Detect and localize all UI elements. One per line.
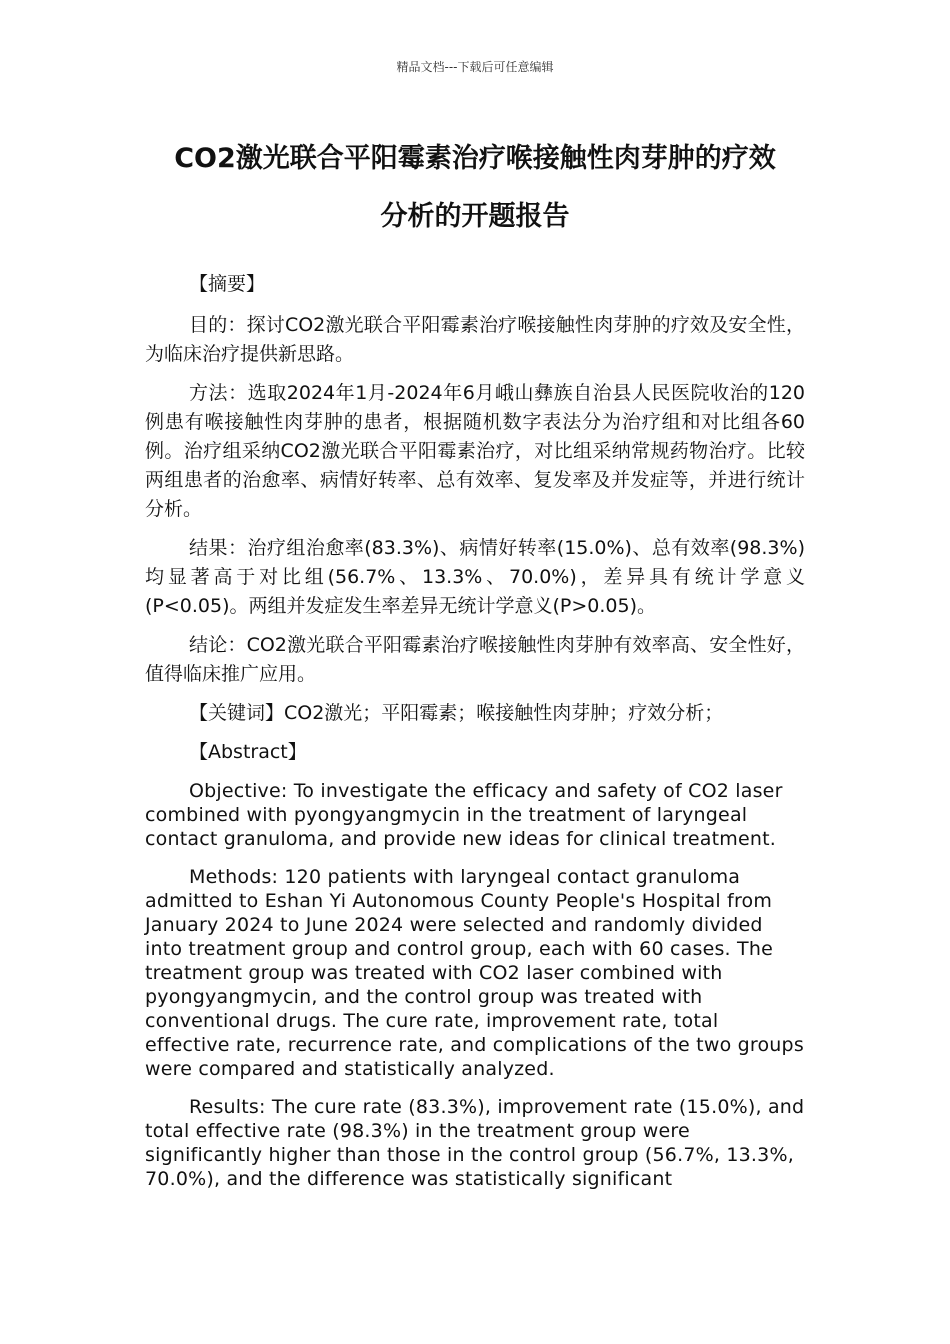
methods-en: Methods: 120 patients with laryngeal contact granuloma admitted to Eshan Yi Autonomous County People's Hospital from January 2024 to June 2024 were selected and randomly divided into treatment group and control group, each with 60 cases. The treatment group was treated with CO2 laser combined with pyongyangmycin, and the control group was treated with conventional drugs. The cure rate, improvement rate, total effective rate, recurrence rate, and complications of the two groups were compared and statistically analyzed. [145, 866, 804, 1080]
methods-cn: 方法：选取2024年1月-2024年6月峨山彝族自治县人民医院收治的120例患有喉接触性肉芽肿的患者，根据随机数字表法分为治疗组和对比组各60例。治疗组采纳CO2激光联合平阳霉素治疗，对比组采纳常规药物治疗。比较两组患者的治愈率、病情好转率、总有效率、复发率及并发症等，并进行统计分析。 [145, 382, 805, 520]
abstract-en-heading: 【Abstract】 [189, 741, 307, 763]
conclusion-cn: 结论：CO2激光联合平阳霉素治疗喉接触性肉芽肿有效率高、安全性好，值得临床推广应用。 [145, 634, 805, 685]
abstract-cn-heading: 【摘要】 [189, 273, 266, 295]
results-en: Results: The cure rate (83.3%), improvement rate (15.0%), and total effective rate (98.3%) in the treatment group were significantly higher than those in the control group (56.7%, 13.3%, 70.0%), and the difference was statistically significant [145, 1096, 805, 1190]
objective-cn: 目的：探讨CO2激光联合平阳霉素治疗喉接触性肉芽肿的疗效及安全性，为临床治疗提供新思路。 [145, 314, 805, 365]
results-cn: 结果：治疗组治愈率(83.3%)、病情好转率(15.0%)、总有效率(98.3%)均显著高于对比组(56.7%、13.3%、70.0%)，差异具有统计学意义(P<0.05)。两组并发症发生率差异无统计学意义(P>0.05)。 [145, 537, 805, 617]
title-line-1: CO2激光联合平阳霉素治疗喉接触性肉芽肿的疗效 [174, 143, 776, 174]
header-note: 精品文档---下载后可任意编辑 [396, 60, 554, 74]
objective-en: Objective: To investigate the efficacy and safety of CO2 laser combined with pyongyangmycin in the treatment of laryngeal contact granuloma, and provide new ideas for clinical treatment. [145, 780, 783, 850]
keywords-cn: 【关键词】CO2激光；平阳霉素；喉接触性肉芽肿；疗效分析； [189, 702, 724, 724]
document-title [145, 130, 805, 246]
document-body [145, 270, 805, 1205]
title-line-2: 分析的开题报告 [380, 201, 570, 232]
